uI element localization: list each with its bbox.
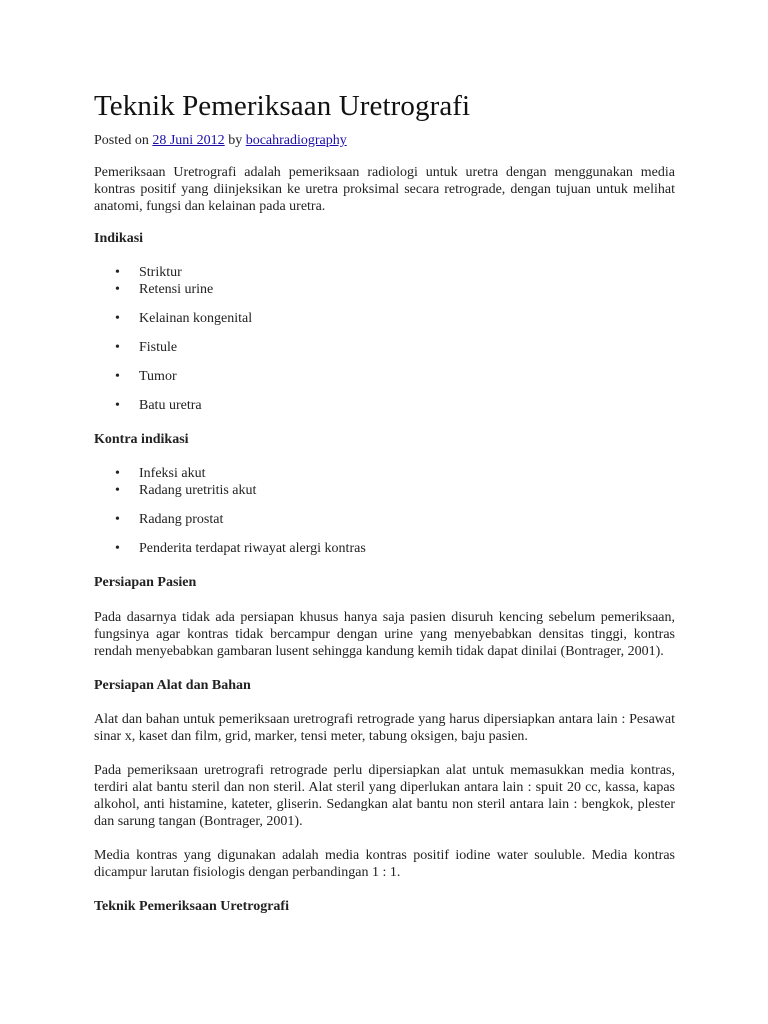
bullet-icon: • — [115, 340, 120, 355]
post-date-link[interactable]: 28 Juni 2012 — [152, 133, 225, 148]
list-item-text: Penderita terdapat riwayat alergi kontras — [139, 541, 366, 556]
bullet-icon: • — [115, 541, 120, 556]
alat-paragraph-1: Alat dan bahan untuk pemeriksaan uretrografi retrograde yang harus dipersiapkan antara lain : Pesawat sinar x, kaset dan film, grid, marker, tensi meter, tabung oksigen, baju pasien. — [94, 712, 675, 744]
list-item — [94, 397, 675, 414]
bullet-icon: • — [115, 466, 120, 481]
list-item — [94, 368, 675, 385]
bullet-icon: • — [115, 398, 120, 413]
list-item-text: Radang uretritis akut — [139, 483, 257, 498]
kontra-list — [94, 465, 675, 557]
author-link[interactable]: bocahradiography — [245, 133, 347, 148]
persiapan-alat-heading: Persiapan Alat dan Bahan — [94, 678, 251, 693]
bullet-icon: • — [115, 512, 120, 527]
list-item-text: Tumor — [139, 369, 177, 384]
indikasi-list — [94, 264, 675, 414]
list-item-text: Fistule — [139, 340, 178, 355]
list-item-text: Radang prostat — [139, 512, 224, 527]
kontra-heading: Kontra indikasi — [94, 432, 189, 447]
bullet-icon: • — [115, 311, 120, 326]
list-item-text: Infeksi akut — [139, 466, 206, 481]
alat-paragraph-3: Media kontras yang digunakan adalah media kontras positif iodine water souluble. Media kontras dicampur larutan fisiologis dengan perbandingan 1 : 1. — [94, 848, 675, 880]
by-label: by — [228, 133, 243, 148]
list-item — [94, 264, 675, 281]
list-item-text: Batu uretra — [139, 398, 202, 413]
posted-on-label: Posted on — [94, 133, 149, 148]
list-item — [94, 465, 675, 482]
bullet-icon: • — [115, 483, 120, 498]
list-item-text: Kelainan kongenital — [139, 311, 253, 326]
list-item — [94, 511, 675, 528]
alat-paragraph-2: Pada pemeriksaan uretrografi retrograde perlu dipersiapkan alat untuk memasukkan media kontras, terdiri alat bantu steril dan non steril. Alat steril yang diperlukan antara lain : spuit 20 cc, kassa, kapas alkohol, anti histamine, kateter, gliserin. Sedangkan alat bantu non steril antara lain : bengkok, plester dan sarung tangan (Bontrager, 2001). — [94, 763, 675, 829]
teknik-heading: Teknik Pemeriksaan Uretrografi — [94, 899, 289, 914]
list-item — [94, 310, 675, 327]
list-item — [94, 339, 675, 356]
persiapan-pasien-heading: Persiapan Pasien — [94, 575, 197, 590]
post-meta — [94, 132, 675, 150]
intro-paragraph: Pemeriksaan Uretrografi adalah pemeriksaan radiologi untuk uretra dengan menggunakan media kontras positif yang diinjeksikan ke uretra proksimal secara retrograde, dengan tujuan untuk melihat anatomi, fungsi dan kelainan pada uretra. — [94, 165, 675, 214]
indikasi-heading: Indikasi — [94, 231, 144, 246]
list-item — [94, 482, 675, 499]
bullet-icon: • — [115, 369, 120, 384]
list-item-text: Striktur — [139, 265, 182, 280]
page-title: Teknik Pemeriksaan Uretrografi — [94, 90, 471, 122]
article — [94, 88, 675, 915]
list-item-text: Retensi urine — [139, 282, 214, 297]
persiapan-pasien-paragraph: Pada dasarnya tidak ada persiapan khusus hanya saja pasien disuruh kencing sebelum pemeriksaan, fungsinya agar kontras tidak bercampur dengan urine yang menyebabkan densitas tinggi, kontras rendah menyebabkan gambaran lusent sehingga kandung kemih tidak dapat dinilai (Bontrager, 2001). — [94, 610, 675, 659]
list-item — [94, 281, 675, 298]
bullet-icon: • — [115, 282, 120, 297]
list-item — [94, 540, 675, 557]
bullet-icon: • — [115, 265, 120, 280]
